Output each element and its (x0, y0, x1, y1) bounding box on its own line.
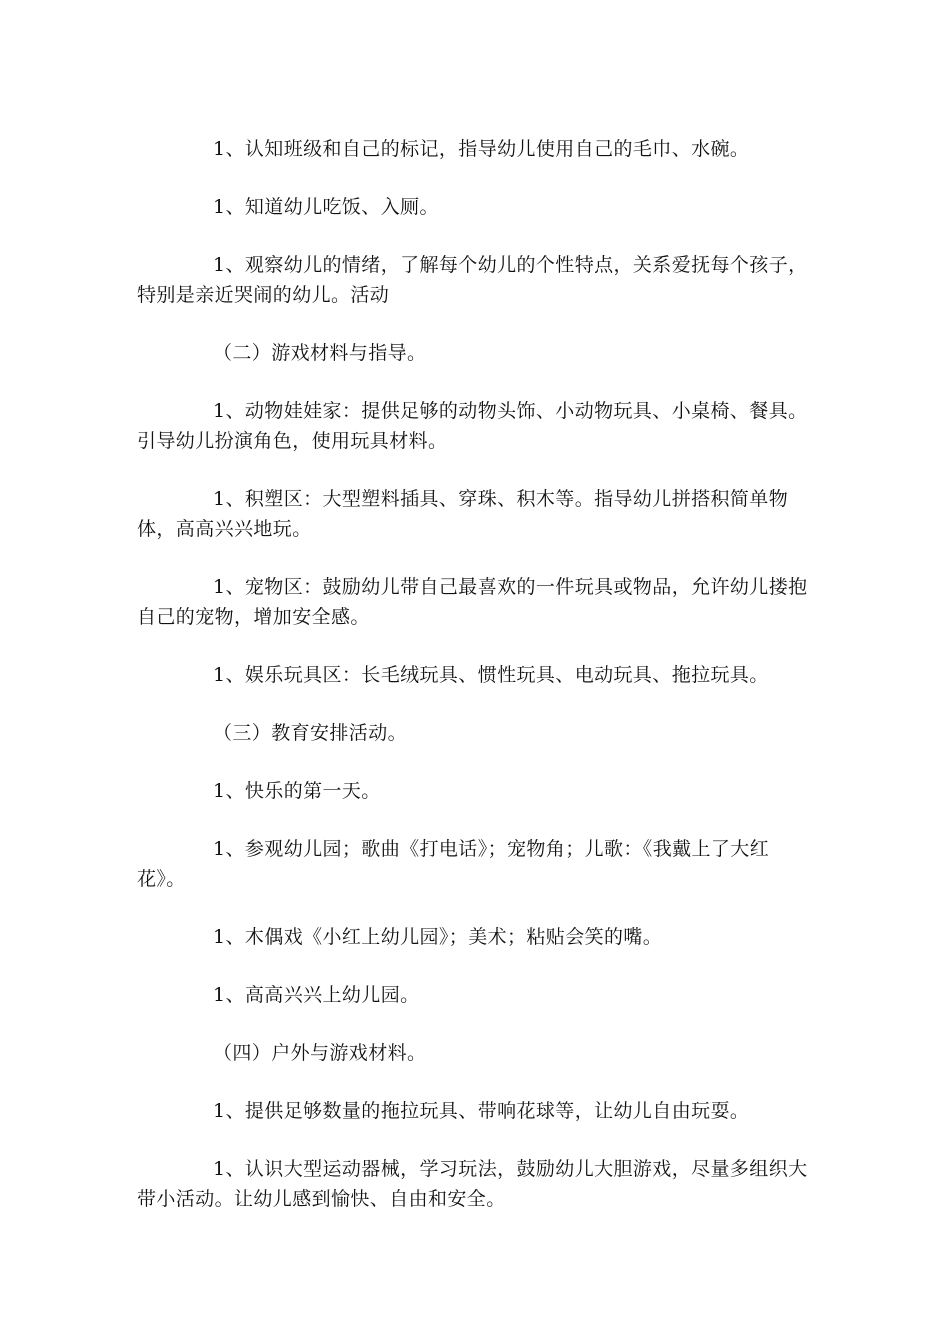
paragraph: 1、参观幼儿园；歌曲《打电话》；宠物角；儿歌：《我戴上了大红花》。 (137, 838, 770, 890)
paragraph: 1、娱乐玩具区：长毛绒玩具、惯性玩具、电动玩具、拖拉玩具。 (213, 664, 769, 686)
section-heading: （三）教育安排活动。 (213, 722, 408, 744)
paragraph: 1、观察幼儿的情绪，了解每个幼儿的个性特点，关系爱抚每个孩子，特别是亲近哭闹的幼儿。活动 (137, 254, 808, 306)
paragraph: 1、认知班级和自己的标记，指导幼儿使用自己的毛巾、水碗。 (213, 138, 750, 160)
paragraph: 1、高高兴兴上幼儿园。 (213, 984, 420, 1006)
paragraph: 1、知道幼儿吃饭、入厕。 (213, 196, 439, 218)
paragraph: 1、宠物区：鼓励幼儿带自己最喜欢的一件玩具或物品，允许幼儿搂抱自己的宠物，增加安全感。 (137, 576, 808, 628)
document-body (137, 134, 813, 1242)
section-heading: （四）户外与游戏材料。 (213, 1042, 427, 1064)
paragraph: 1、快乐的第一天。 (213, 780, 381, 802)
paragraph: 1、木偶戏《小红上幼儿园》；美术；粘贴会笑的嘴。 (213, 926, 663, 948)
paragraph: 1、动物娃娃家：提供足够的动物头饰、小动物玩具、小桌椅、餐具。引导幼儿扮演角色，使用玩具材料。 (137, 400, 808, 452)
paragraph: 1、提供足够数量的拖拉玩具、带响花球等，让幼儿自由玩耍。 (213, 1100, 750, 1122)
section-heading: （二）游戏材料与指导。 (213, 342, 427, 364)
paragraph: 1、认识大型运动器械，学习玩法，鼓励幼儿大胆游戏，尽量多组织大带小活动。让幼儿感到愉快、自由和安全。 (137, 1158, 808, 1210)
paragraph: 1、积塑区：大型塑料插具、穿珠、积木等。指导幼儿拼搭积简单物体，高高兴兴地玩。 (137, 488, 789, 540)
